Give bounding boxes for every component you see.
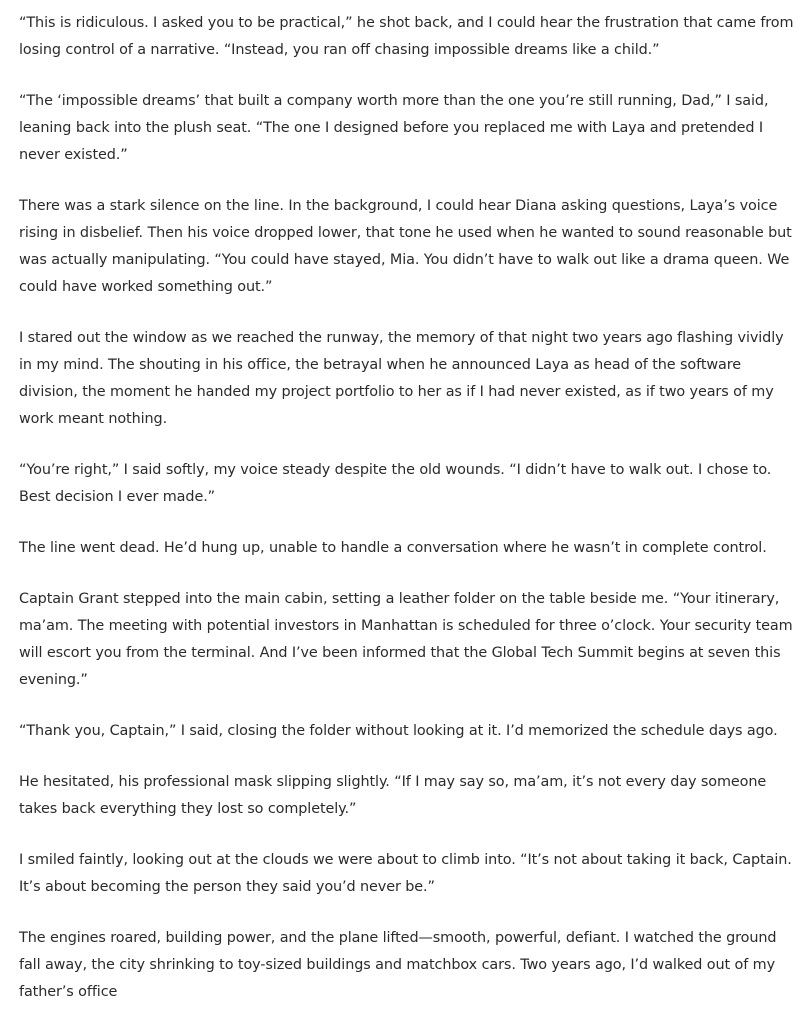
paragraph: He hesitated, his professional mask slipping slightly. “If I may say so, ma’am, it’s not every day someone takes back everything they lost so completely.” xyxy=(19,774,767,817)
story-text xyxy=(19,10,795,1030)
paragraph: “The ‘impossible dreams’ that built a company worth more than the one you’re still running, Dad,” I said, leaning back into the plush seat. “The one I designed before you replaced me with Laya and pretended I never existed.” xyxy=(19,93,769,163)
paragraph: “Thank you, Captain,” I said, closing the folder without looking at it. I’d memorized the schedule days ago. xyxy=(19,723,778,739)
paragraph: The line went dead. He’d hung up, unable to handle a conversation where he wasn’t in complete control. xyxy=(19,540,767,556)
paragraph: I stared out the window as we reached the runway, the memory of that night two years ago flashing vividly in my mind. The shouting in his office, the betrayal when he announced Laya as head of the software division, the moment he handed my project portfolio to her as if I had never existed, as if two years of my work meant nothing. xyxy=(19,330,784,427)
paragraph: The engines roared, building power, and the plane lifted—smooth, powerful, defiant. I watched the ground fall away, the city shrinking to toy-sized buildings and matchbox cars. Two years ago, I’d walked out of my father’s office xyxy=(19,930,777,1000)
paragraph: “You’re right,” I said softly, my voice steady despite the old wounds. “I didn’t have to walk out. I chose to. Best decision I ever made.” xyxy=(19,462,772,505)
paragraph: I smiled faintly, looking out at the clouds we were about to climb into. “It’s not about taking it back, Captain. It’s about becoming the person they said you’d never be.” xyxy=(19,852,792,895)
paragraph: Captain Grant stepped into the main cabin, setting a leather folder on the table beside me. “Your itinerary, ma’am. The meeting with potential investors in Manhattan is scheduled for three o’clock. Your security team will escort you from the terminal. And I’ve been informed that the Global Tech Summit begins at seven this evening.” xyxy=(19,591,793,688)
paragraph: “This is ridiculous. I asked you to be practical,” he shot back, and I could hear the frustration that came from losing control of a narrative. “Instead, you ran off chasing impossible dreams like a child.” xyxy=(19,15,794,58)
paragraph: There was a stark silence on the line. In the background, I could hear Diana asking questions, Laya’s voice rising in disbelief. Then his voice dropped lower, that tone he used when he wanted to sound reasonable but was actually manipulating. “You could have stayed, Mia. You didn’t have to walk out like a drama queen. We could have worked something out.” xyxy=(19,198,792,295)
